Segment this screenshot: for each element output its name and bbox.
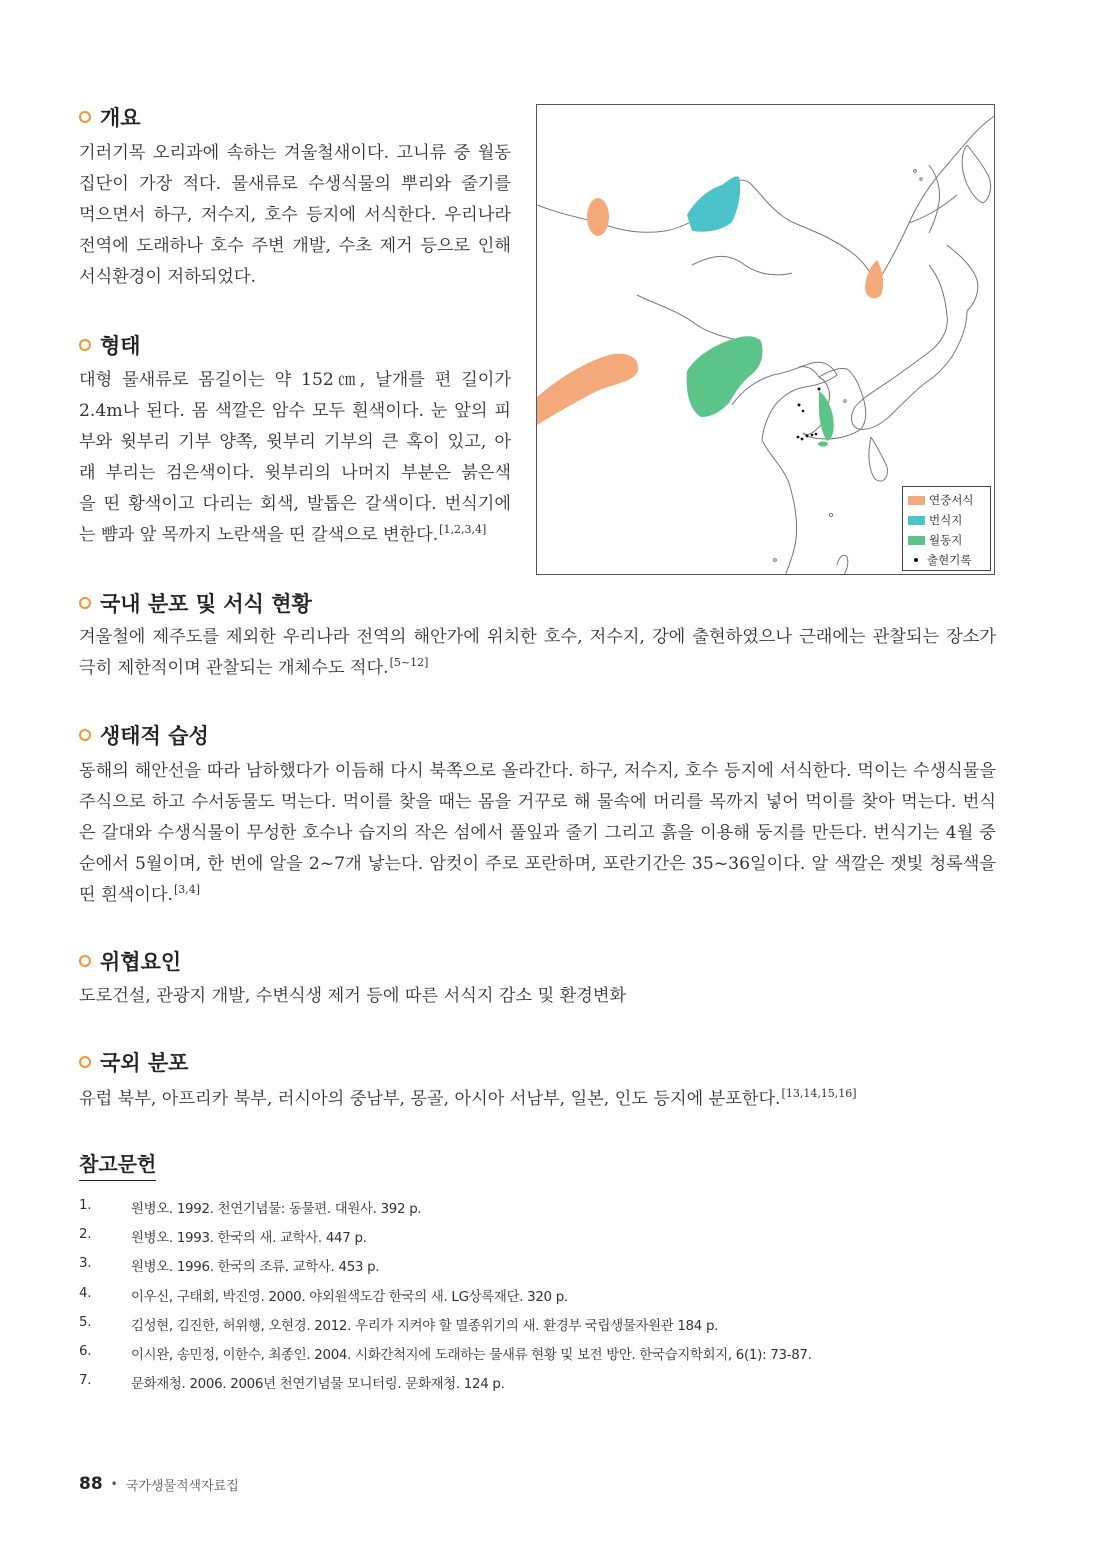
legend-item-occurrence <box>908 550 990 570</box>
circle-bullet-icon <box>79 597 91 609</box>
circle-bullet-icon <box>79 339 91 351</box>
citation-international: [13,14,15,16] <box>781 1087 857 1100</box>
citation-domestic: [5~12] <box>389 656 429 669</box>
legend-label: 월동지 <box>929 533 963 547</box>
reference-item <box>79 1198 812 1227</box>
section-title-morphology: 형태 <box>100 334 141 358</box>
morphology-text <box>79 365 511 551</box>
map-legend <box>902 486 991 571</box>
reference-text: 원병오. 1993. 한국의 새. 교학사. 447 p. <box>131 1231 367 1247</box>
section-title-international: 국외 분포 <box>100 1051 189 1075</box>
legend-label: 출현기록 <box>927 553 972 567</box>
reference-item <box>79 1344 812 1373</box>
reference-number: 4. <box>79 1285 92 1301</box>
section-title-overview: 개요 <box>100 106 141 130</box>
overview-line: 집단이 가장 적다. 물새류로 수생식물의 뿌리와 줄기를 <box>79 174 511 194</box>
wintering-area-china <box>687 336 763 417</box>
overview-line: 전역에 도래하나 호수 주변 개발, 수초 제거 등으로 인해 <box>79 236 511 256</box>
section-title-threats: 위협요인 <box>100 950 182 974</box>
section-heading-ecology <box>79 720 209 750</box>
page-footer <box>79 1474 239 1494</box>
legend-swatch-year-round <box>908 496 925 505</box>
publication-title: 국가생물적색자료집 <box>125 1478 239 1494</box>
legend-swatch-wintering <box>908 536 925 545</box>
reference-number: 2. <box>79 1227 92 1243</box>
circle-bullet-icon <box>79 729 91 741</box>
year-round-area-southwest <box>537 354 638 425</box>
reference-text: 이시완, 송민정, 이한수, 최종인. 2004. 시화간척지에 도래하는 물새류 현황 및 보전 방안. 한국습지학회지, 6(1): 73-87. <box>131 1347 812 1363</box>
reference-number: 7. <box>79 1373 92 1389</box>
ecology-body: 동해의 해안선을 따라 남하했다가 이듬해 다시 북쪽으로 올라간다. 하구, 저수지, 호수 등지에 서식한다. 먹이는 수생식물을 주식으로 하고 수서동물도 먹는다. 먹이를 찾을 때는 몸을 거꾸로 해 물속에 머리를 목까지 넣어 먹이를 찾아 먹는다. 번식은 갈대와 수생식물이 무성한 호수나 습지의 작은 섬에서 풀잎과 줄기 그리고 흙을 이용해 둥지를 만든다. 번식기는 4월 중순에서 5월이며, 한 번에 알을 2~7개 낳는다. 암컷이 주로 포란하며, 포란기간은 35~36일이다. 알 색깔은 잿빛 청록색을 띤 흰색이다. <box>79 761 996 905</box>
legend-item-breeding <box>908 510 990 530</box>
overview-line: 먹으면서 하구, 저수지, 호수 등지에 서식한다. 우리나라 <box>79 205 511 225</box>
morphology-line: 대형 물새류로 몸길이는 약 152㎝, 날개를 편 길이가 <box>79 370 511 390</box>
citation-morphology: [1,2,3,4] <box>439 523 487 536</box>
reference-item <box>79 1256 812 1285</box>
wintering-area-korea <box>819 391 834 441</box>
reference-number: 3. <box>79 1256 92 1272</box>
reference-item <box>79 1227 812 1256</box>
threats-text <box>79 981 996 1012</box>
wintering-area-jeju <box>818 441 828 446</box>
overview-line: 서식환경이 저하되었다. <box>79 267 256 287</box>
section-title-ecology: 생태적 습성 <box>100 724 209 748</box>
morphology-line: 을 띤 황색이고 다리는 회색, 발톱은 갈색이다. 번식기에 <box>79 494 511 514</box>
section-title-domestic: 국내 분포 및 서식 현황 <box>100 592 312 616</box>
section-heading-domestic <box>79 588 312 618</box>
reference-item <box>79 1373 812 1402</box>
section-heading-international <box>79 1047 188 1077</box>
ecology-text <box>79 756 996 911</box>
section-heading-threats <box>79 946 181 976</box>
legend-item-year-round <box>908 490 990 510</box>
year-round-area-west <box>587 198 609 236</box>
legend-label: 연중서식 <box>929 493 974 507</box>
international-text <box>79 1084 996 1115</box>
dot-icon <box>914 558 918 562</box>
section-heading-overview <box>79 102 141 132</box>
reference-number: 6. <box>79 1343 92 1359</box>
citation-ecology: [3,4] <box>173 883 201 896</box>
circle-bullet-icon <box>79 111 91 123</box>
reference-text: 원병오. 1996. 한국의 조류. 교학사. 453 p. <box>131 1260 380 1276</box>
reference-item <box>79 1286 812 1315</box>
reference-item <box>79 1315 812 1344</box>
reference-number: 5. <box>79 1314 92 1330</box>
footer-separator: • <box>110 1477 118 1491</box>
legend-label: 번식지 <box>929 513 963 527</box>
reference-text: 이우신, 구태회, 박진영. 2000. 야외원색도감 한국의 새. LG상록재단. 320 p. <box>131 1289 568 1305</box>
overview-line: 기러기목 오리과에 속하는 겨울철새이다. 고니류 중 월동 <box>79 143 511 163</box>
page-number: 88 <box>79 1474 103 1494</box>
references-title: 참고문헌 <box>79 1148 156 1181</box>
occurrence-dots <box>797 388 821 441</box>
domestic-text <box>79 622 996 684</box>
morphology-line: 래 부리는 검은색이다. 윗부리의 나머지 부분은 붉은색 <box>79 463 511 483</box>
circle-bullet-icon <box>79 955 91 967</box>
morphology-line: 부와 윗부리 기부 양쪽, 윗부리 기부의 큰 혹이 있고, 아 <box>79 432 511 452</box>
reference-text: 김성현, 김진한, 허위행, 오현경. 2012. 우리가 지켜야 할 멸종위기의 새. 환경부 국립생물자원관 184 p. <box>131 1318 719 1334</box>
morphology-line: 2.4m나 된다. 몸 색깔은 암수 모두 흰색이다. 눈 앞의 피 <box>79 401 511 421</box>
morphology-line-last <box>79 520 511 551</box>
legend-item-wintering <box>908 530 990 550</box>
international-body: 유럽 북부, 아프리카 북부, 러시아의 중남부, 몽골, 아시아 서남부, 일본, 인도 등지에 분포한다. <box>79 1089 781 1109</box>
section-heading-morphology <box>79 330 141 360</box>
reference-number: 1. <box>79 1198 92 1213</box>
year-round-area-northeast <box>865 260 883 298</box>
reference-text: 문화재청. 2006. 2006년 천연기념물 모니터링. 문화재청. 124 p. <box>131 1377 505 1393</box>
reference-text: 원병오. 1992. 천연기념물: 동물편. 대원사. 392 p. <box>131 1202 422 1217</box>
domestic-body: 겨울철에 제주도를 제외한 우리나라 전역의 해안가에 위치한 호수, 저수지, 강에 출현하였으나 근래에는 관찰되는 장소가 극히 제한적이며 관찰되는 개체수도 적다. <box>79 627 996 678</box>
circle-bullet-icon <box>79 1056 91 1068</box>
legend-swatch-breeding <box>908 516 925 525</box>
overview-text <box>79 138 511 293</box>
references-list <box>79 1198 812 1402</box>
breeding-area <box>687 176 740 231</box>
morphology-line: 는 뺨과 앞 목까지 노란색을 띤 갈색으로 변한다. <box>79 525 439 545</box>
threats-body: 도로건설, 관광지 개발, 수변식생 제거 등에 따른 서식지 감소 및 환경변화 <box>79 986 627 1006</box>
